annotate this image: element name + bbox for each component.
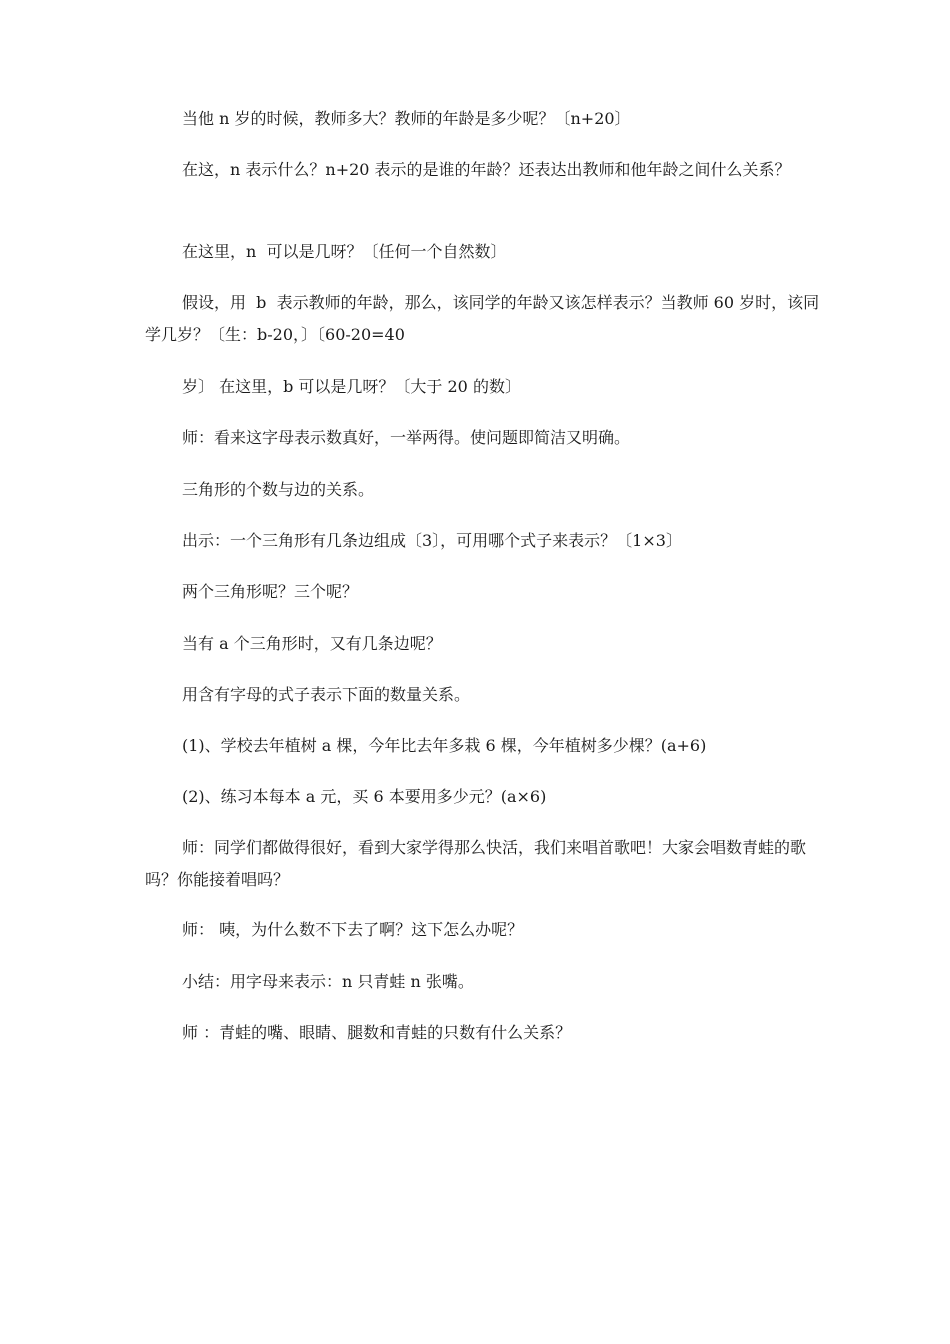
- paragraph-17: 师 ：青蛙的嘴、眼睛、腿数和青蛙的只数有什么关系？: [182, 1023, 572, 1042]
- paragraph-1: 当他 n 岁的时候，教师多大？教师的年龄是多少呢？〔n+20〕: [182, 109, 631, 128]
- paragraph-7: 三角形的个数与边的关系。: [182, 480, 375, 499]
- paragraph-3: 在这里，n 可以是几呀？〔任何一个自然数〕: [182, 242, 507, 261]
- paragraph-15: 师： 咦，为什么数不下去了啊？这下怎么办呢？: [182, 920, 524, 939]
- paragraph-14: 师：同学们都做得很好，看到大家学得那么快活，我们来唱首歌吧！大家会唱数青蛙的歌吗？你能接着唱吗？: [145, 838, 807, 889]
- paragraph-11: 用含有字母的式子表示下面的数量关系。: [182, 685, 471, 704]
- paragraph-5: 岁〕 在这里，b 可以是几呀？〔大于 20 的数〕: [182, 377, 521, 396]
- paragraph-8: 出示：一个三角形有几条边组成〔3〕，可用哪个式子来表示？〔1×3〕: [182, 531, 682, 550]
- paragraph-10: 当有 a 个三角形时，又有几条边呢？: [182, 634, 442, 653]
- paragraph-16: 小结：用字母来表示：n 只青蛙 n 张嘴。: [182, 972, 474, 991]
- paragraph-4: 假设，用 b 表示教师的年龄，那么，该同学的年龄又该怎样表示？当教师 60 岁时，该同学几岁？〔生：b-20，〕〔60-20=40: [145, 293, 820, 344]
- paragraph-12: (1)、学校去年植树 a 棵，今年比去年多栽 6 棵，今年植树多少棵？(a+6): [182, 736, 707, 755]
- paragraph-2: 在这，n 表示什么？n+20 表示的是谁的年龄？还表达出教师和他年龄之间什么关系？: [182, 160, 791, 179]
- paragraph-6: 师：看来这字母表示数真好，一举两得。使问题即简洁又明确。: [182, 428, 631, 447]
- paragraph-9: 两个三角形呢？三个呢？: [182, 582, 359, 601]
- paragraph-13: (2)、练习本每本 a 元，买 6 本要用多少元？(a×6): [182, 787, 547, 806]
